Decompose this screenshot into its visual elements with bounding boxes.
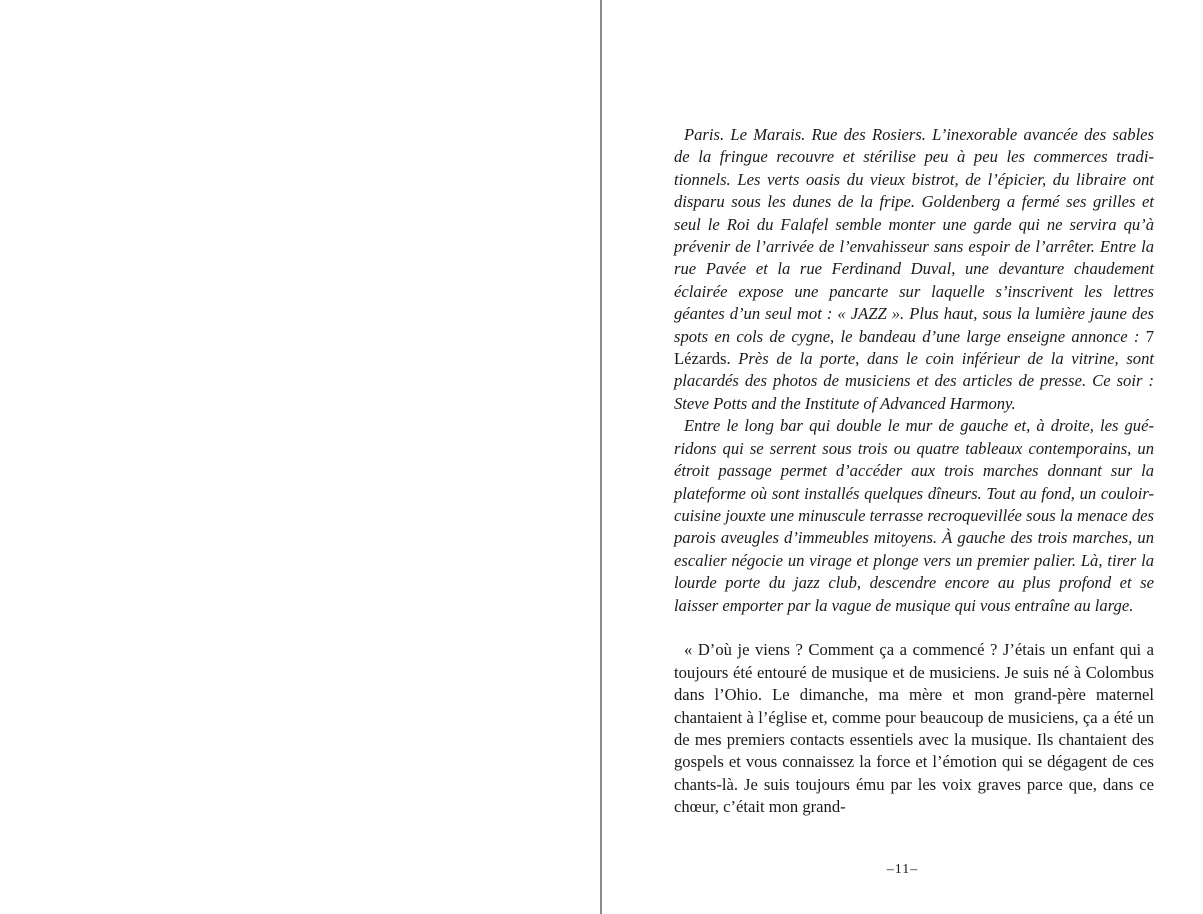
- left-page: [0, 0, 600, 914]
- text-segment: Près de la porte, dans le coin inférieur de la vitrine, sont placardés des photos de musiciens et des articles de presse. Ce soir : Steve Potts and the Institute of Advanced Harmony.: [674, 349, 1154, 413]
- paragraph-interview-quote: [674, 639, 1154, 818]
- text-segment: Entre le long bar qui double le mur de gauche et, à droite, les guéridons qui se serrent sous trois ou quatre tableaux contemporains, un étroit passage permet d’accéder aux trois marches donnant sur la plateforme où sont installés quelques dîneurs. Tout au fond, un couloir-cuisine jouxte une minuscule terrasse recroquevillée sous la menace des parois aveugles d’immeubles mitoyens. À gauche des trois marches, un escalier négocie un virage et plonge vers un premier palier. Là, tirer la lourde porte du jazz club, descendre encore au plus profond et se laisser emporter par la vague de musique qui vous entraîne au large.: [674, 416, 1154, 615]
- text-segment: Paris. Le Marais. Rue des Rosiers. L’inexorable avancée des sables de la fringue recouvre et stérilise peu à peu les commerces traditionnels. Les verts oasis du vieux bistrot, de l’épicier, du libraire ont disparu sous les dunes de la fripe. Goldenberg a fermé ses grilles et seul le Roi du Falafel semble monter une garde qui ne servira qu’à prévenir de l’arrivée de l’envahisseur sans espoir de l’arrêter. Entre la rue Pavée et la rue Ferdinand Duval, une devanture chaudement éclairée expose une pancarte sur laquelle s’inscrivent les lettres géantes d’un seul mot : « JAZZ ». Plus haut, sous la lumière jaune des spots en cols de cygne, le bandeau d’une large enseigne annonce :: [674, 125, 1154, 346]
- paragraph-club-interior: [674, 415, 1154, 617]
- club-name: 7 Lézards.: [674, 326, 1154, 369]
- paragraph-street-scene: [674, 124, 1154, 415]
- paragraph-spacer: [674, 617, 1154, 639]
- body-text: [674, 124, 1154, 819]
- right-page: [602, 0, 1203, 914]
- page-number: –11–: [886, 862, 919, 877]
- text-segment: « D’où je viens ? Comment ça a commencé ? J’étais un enfant qui a toujours été entouré de musique et de musiciens. Je suis né à Colombus dans l’Ohio. Le dimanche, ma mère et mon grand-père maternel chantaient à l’église et, comme pour beaucoup de musiciens, ça a été un de mes premiers contacts essentiels avec la musique. Ils chantaient des gospels et vous connaissez la force et l’émotion qui se dégagent de ces chants-là. Je suis toujours ému par les voix graves parce que, dans ce chœur, c’était mon grand-: [674, 640, 1154, 817]
